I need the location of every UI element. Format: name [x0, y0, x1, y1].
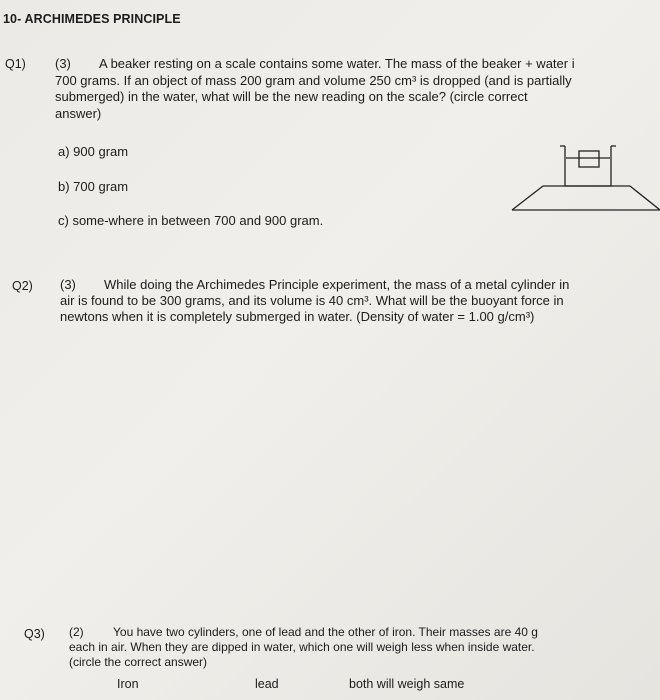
- question-2-line-2: air is found to be 300 grams, and its volume is 40 cm³. What will be the buoyant force in: [60, 293, 564, 308]
- question-3-number: Q3): [24, 627, 45, 641]
- scale-icon: [512, 186, 660, 210]
- question-2-line-3: newtons when it is completely submerged in water. (Density of water = 1.00 g/cm³): [60, 309, 535, 324]
- question-1-number: Q1): [5, 57, 26, 71]
- question-3-choice-both[interactable]: both will weigh same: [349, 677, 465, 691]
- question-3-text: [69, 625, 649, 670]
- question-1-line-4: answer): [55, 105, 102, 121]
- beaker-on-scale-diagram: [510, 138, 660, 213]
- question-1-line-2: 700 grams. If an object of mass 200 gram and volume 250 cm³ is dropped (and is partially: [55, 72, 572, 88]
- question-3-line-2: each in air. When they are dipped in water, which one will weigh less when inside water.: [69, 640, 535, 654]
- question-1-option-c[interactable]: c) some-where in between 700 and 900 gram.: [58, 213, 324, 228]
- question-2-number: Q2): [12, 279, 33, 293]
- question-3-line-3: (circle the correct answer): [69, 655, 208, 669]
- question-1-option-a[interactable]: a) 900 gram: [58, 144, 129, 159]
- question-1-option-b[interactable]: b) 700 gram: [58, 179, 129, 194]
- question-1-text: [55, 56, 660, 122]
- question-2-text: [60, 277, 650, 325]
- question-3-choice-lead[interactable]: lead: [255, 677, 279, 691]
- question-2-line-1: (3) While doing the Archimedes Principle experiment, the mass of a metal cylinder in: [60, 277, 570, 292]
- question-3-choice-iron[interactable]: Iron: [117, 677, 139, 691]
- question-2-marks: (3): [60, 277, 76, 292]
- beaker-icon: [560, 146, 616, 186]
- question-1-marks: (3): [55, 56, 71, 71]
- question-1-line-1: (3) A beaker resting on a scale contains some water. The mass of the beaker + water i: [55, 56, 575, 71]
- page-title: 10- ARCHIMEDES PRINCIPLE: [3, 12, 181, 26]
- question-3-marks: (2): [69, 625, 84, 639]
- question-3-line-1: (2) You have two cylinders, one of lead and the other of iron. Their masses are 40 g: [69, 625, 538, 639]
- question-1-line-3: submerged) in the water, what will be the new reading on the scale? (circle correct: [55, 89, 528, 104]
